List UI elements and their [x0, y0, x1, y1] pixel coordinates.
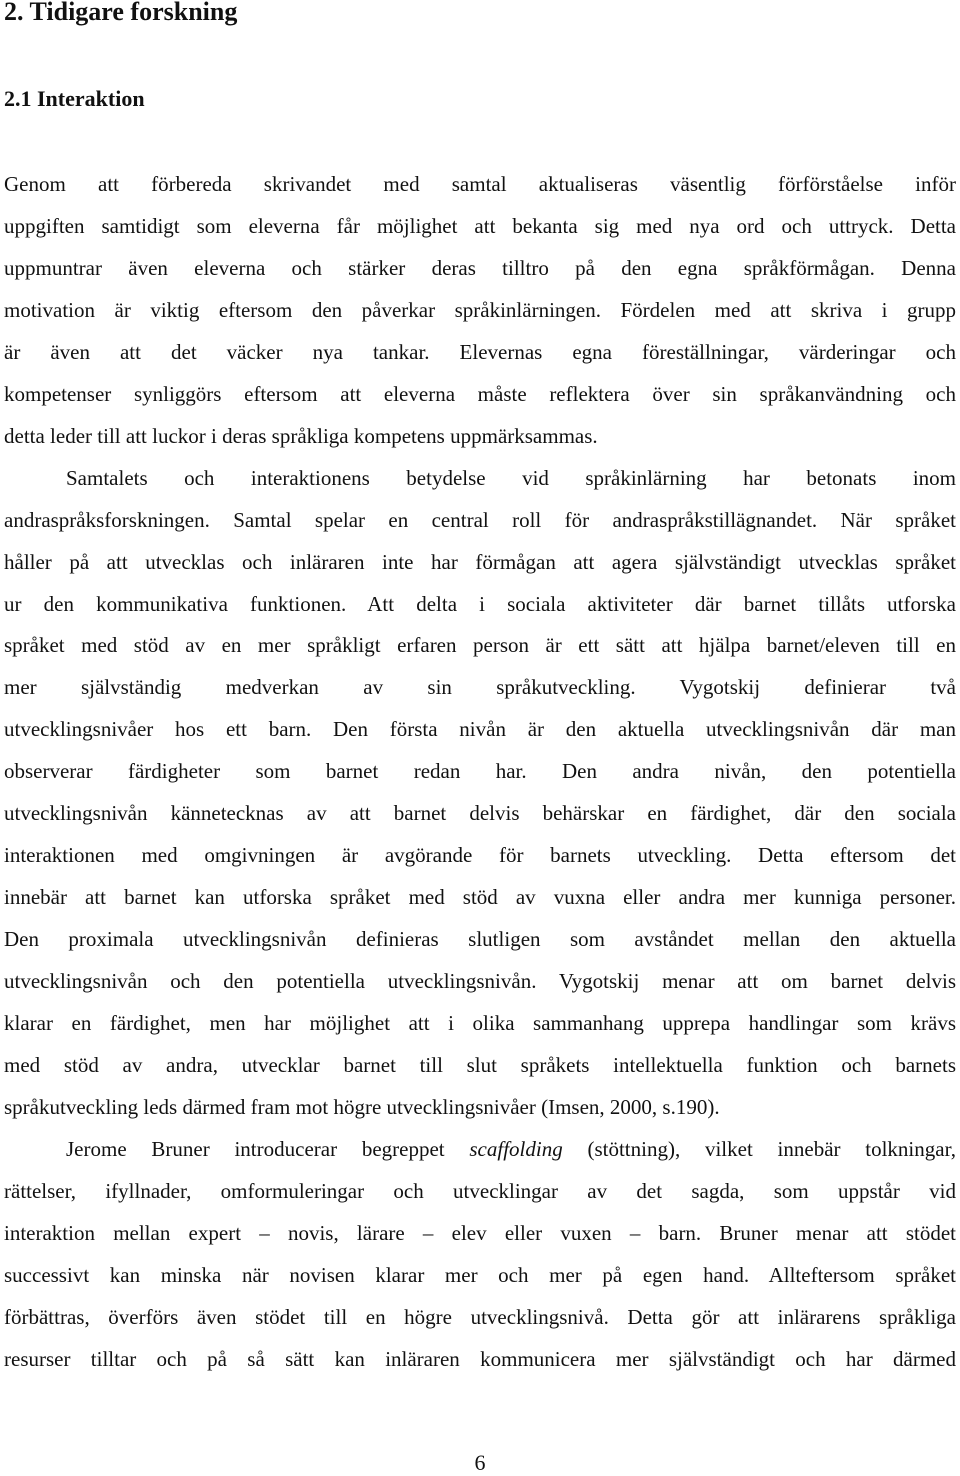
- text-line: Den proximala utvecklingsnivån definieras slutligen som avståndet mellan den aktuella: [4, 927, 956, 952]
- section-heading: 2.1 Interaktion: [4, 86, 145, 111]
- text-line: klarar en färdighet, men har möjlighet att i olika sammanhang upprepa handlingar som krävs: [4, 1011, 956, 1036]
- text-run: Jerome Bruner introducerar begreppet: [66, 1136, 470, 1161]
- text-line: successivt kan minska när novisen klarar mer och mer på egen hand. Allteftersom språket: [4, 1262, 956, 1287]
- text-line: utvecklingsnivån och den potentiella utvecklingsnivån. Vygotskij menar att om barnet delvis: [4, 969, 956, 994]
- chapter-heading: 2. Tidigare forskning: [4, 0, 238, 26]
- text-run: (stöttning), vilket innebär tolkningar,: [562, 1136, 956, 1161]
- text-line: språket med stöd av en mer språkligt erfaren person är ett sätt att hjälpa barnet/eleven till en: [4, 633, 956, 658]
- text-line: uppmuntrar även eleverna och stärker deras tilltro på den egna språkförmågan. Denna: [4, 255, 956, 280]
- body-text: [4, 166, 956, 1383]
- text-line: andraspråksforskningen. Samtal spelar en central roll för andraspråkstillägnandet. När språket: [4, 507, 956, 532]
- text-line: interaktionen med omgivningen är avgörande för barnets utveckling. Detta eftersom det: [4, 843, 956, 868]
- text-line: språkutveckling leds därmed fram mot högre utvecklingsnivåer (Imsen, 2000, s.190).: [4, 1094, 720, 1119]
- text-line: uppgiften samtidigt som eleverna får möjlighet att bekanta sig med nya ord och uttryck. Detta: [4, 213, 956, 238]
- text-line: resurser tilltar och på så sätt kan inläraren kommunicera mer självständigt och har därmed: [4, 1346, 956, 1371]
- text-line: ur den kommunikativa funktionen. Att delta i sociala aktiviteter där barnet tillåts utforska: [4, 591, 956, 616]
- text-line-scaffolding: [4, 1131, 956, 1173]
- text-line: utvecklingsnivån kännetecknas av att barnet delvis behärskar en färdighet, där den sociala: [4, 801, 956, 826]
- text-line: Genom att förbereda skrivandet med samtal aktualiseras väsentlig förförståelse inför: [4, 172, 956, 196]
- text-line: motivation är viktig eftersom den påverkar språkinlärningen. Fördelen med att skriva i grupp: [4, 297, 956, 322]
- page-number: 6: [474, 1450, 486, 1475]
- scaffolding-term: scaffolding: [469, 1136, 563, 1161]
- text-line: kompetenser synliggörs eftersom att eleverna måste reflektera över sin språkanvändning och: [4, 381, 956, 406]
- text-line: håller på att utvecklas och inläraren inte har förmågan att agera självständigt utvecklas språket: [4, 549, 956, 574]
- text-line: utvecklingsnivåer hos ett barn. Den första nivån är den aktuella utvecklingsnivån där man: [4, 717, 956, 742]
- text-line: mer självständig medverkan av sin språkutveckling. Vygotskij definierar två: [4, 675, 956, 700]
- text-line: interaktion mellan expert – novis, lärare – elev eller vuxen – barn. Bruner menar att stödet: [4, 1220, 956, 1245]
- text-line: Samtalets och interaktionens betydelse vid språkinlärning har betonats inom: [66, 465, 956, 490]
- text-line: med stöd av andra, utvecklar barnet till slut språkets intellektuella funktion och barnets: [4, 1053, 956, 1078]
- text-line: observerar färdigheter som barnet redan har. Den andra nivån, den potentiella: [4, 759, 956, 784]
- text-line: förbättras, överförs även stödet till en högre utvecklingsnivå. Detta gör att inlärarens språkliga: [4, 1304, 956, 1329]
- text-line: rättelser, ifyllnader, omformuleringar och utvecklingar av det sagda, som uppstår vid: [4, 1178, 956, 1203]
- text-line: detta leder till att luckor i deras språkliga kompetens uppmärksammas.: [4, 423, 598, 448]
- text-line: är även att det väcker nya tankar. Elevernas egna föreställningar, värderingar och: [4, 339, 956, 364]
- text-line: innebär att barnet kan utforska språket med stöd av vuxna eller andra mer kunniga personer.: [4, 885, 956, 910]
